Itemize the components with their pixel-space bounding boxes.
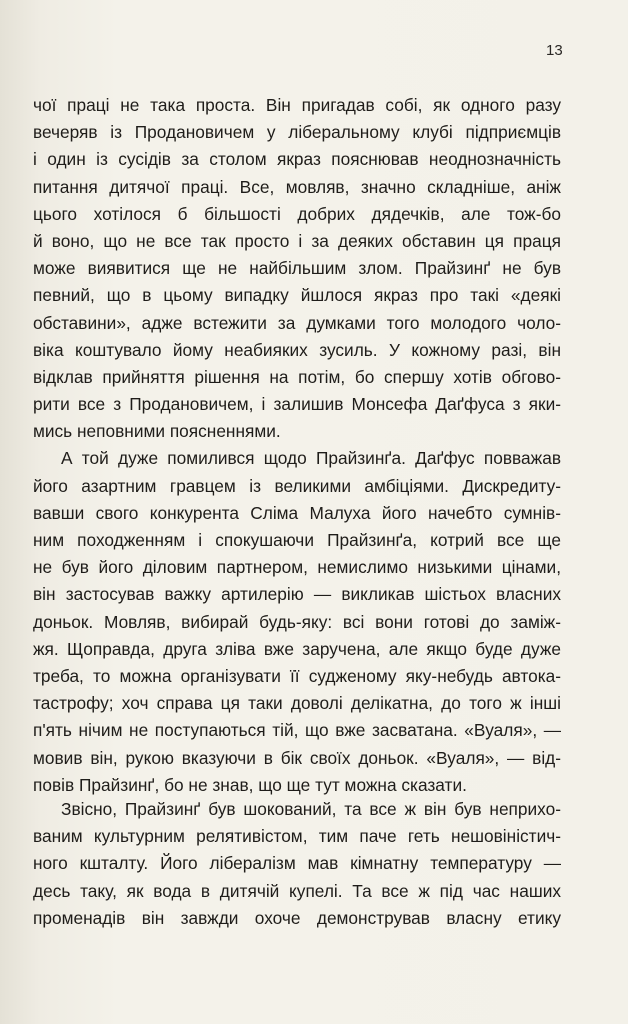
text-line: мись неповними поясненнями. bbox=[33, 421, 281, 442]
text-line: й воно, що не все так просто і за деяких обставин ця праця bbox=[33, 230, 561, 251]
text-line: відклав прийняття рішення на потім, бо спершу хотів обгово- bbox=[33, 366, 561, 387]
text-line: повів Прайзинґ, бо не знав, що ще тут можна сказати. bbox=[33, 774, 467, 795]
paragraph-3 bbox=[33, 796, 561, 932]
text-line: певний, що в цьому випадку йшлося якраз про такі «деякі bbox=[33, 285, 561, 306]
body-text-upper bbox=[33, 92, 561, 799]
text-line: і один із сусідів за столом якраз пояснював неоднозначність bbox=[33, 149, 561, 170]
text-line: цього хотілося б більшості добрих дядечків, але тож-бо bbox=[33, 203, 561, 224]
text-line: ного кшталту. Його лібералізм мав кімнатну температуру — bbox=[33, 853, 561, 874]
text-line: тастрофу; хоч справа ця таки доволі делікатна, до того ж інші bbox=[33, 693, 561, 714]
text-line: Звісно, Прайзинґ був шокований, та все ж він був неприхо- bbox=[61, 799, 561, 819]
text-line: А той дуже помилився щодо Прайзинґа. Даґфус повважав bbox=[61, 448, 561, 469]
text-line: рити все з Продановичем, і залишив Монсефа Даґфуса з яки- bbox=[33, 394, 561, 415]
text-line: може виявитися ще не найбільшим злом. Прайзинґ не був bbox=[33, 258, 561, 279]
text-line: він застосував важку артилерію — викликав шістьох власних bbox=[33, 584, 561, 605]
paragraph-1 bbox=[33, 92, 561, 445]
text-line: чої праці не така проста. Він пригадав собі, як одного разу bbox=[33, 95, 561, 115]
body-text-lower bbox=[33, 796, 561, 932]
text-line: жя. Щоправда, друга зліва вже заручена, але якщо буде дуже bbox=[33, 638, 561, 659]
text-line: віка коштувало йому неабияких зусиль. У кожному разі, він bbox=[33, 339, 561, 360]
text-line: променадів він завжди охоче демонстрував власну етику bbox=[33, 907, 561, 928]
page-number: 13 bbox=[546, 42, 563, 59]
text-line: вавши свого конкурента Сліма Малуха його начебто сумнів- bbox=[33, 502, 561, 523]
text-line: питання дитячої праці. Все, мовляв, значно складніше, аніж bbox=[33, 176, 561, 197]
text-line: доньок. Мовляв, вибирай будь-яку: всі вони готові до заміж- bbox=[33, 611, 561, 632]
text-line: ним походженням і спокушаючи Прайзинґа, котрий все ще bbox=[33, 530, 561, 550]
text-line: десь таку, як вода в дитячій купелі. Та все ж під час наших bbox=[33, 880, 561, 901]
text-line: п'ять нічим не поступаються тій, що вже засватана. «Вуаля», — bbox=[33, 720, 561, 741]
text-line: обставини», адже встежити за думками того молодого чоло- bbox=[33, 312, 561, 333]
text-line: мовив він, рукою вказуючи в бік своїх доньок. «Вуаля», — від- bbox=[33, 747, 561, 768]
text-line: не був його діловим партнером, немислимо низькими цінами, bbox=[33, 557, 561, 578]
text-line: вечеряв із Продановичем у ліберальному клубі підприємців bbox=[33, 122, 561, 143]
text-line: треба, то можна організувати її судженому яку-небудь автока- bbox=[33, 665, 561, 686]
paragraph-2 bbox=[33, 445, 561, 798]
text-line: ваним культурним релятивістом, тим паче геть нешовіністич- bbox=[33, 826, 561, 847]
text-line: його азартним гравцем із великими амбіціями. Дискредиту- bbox=[33, 475, 561, 496]
